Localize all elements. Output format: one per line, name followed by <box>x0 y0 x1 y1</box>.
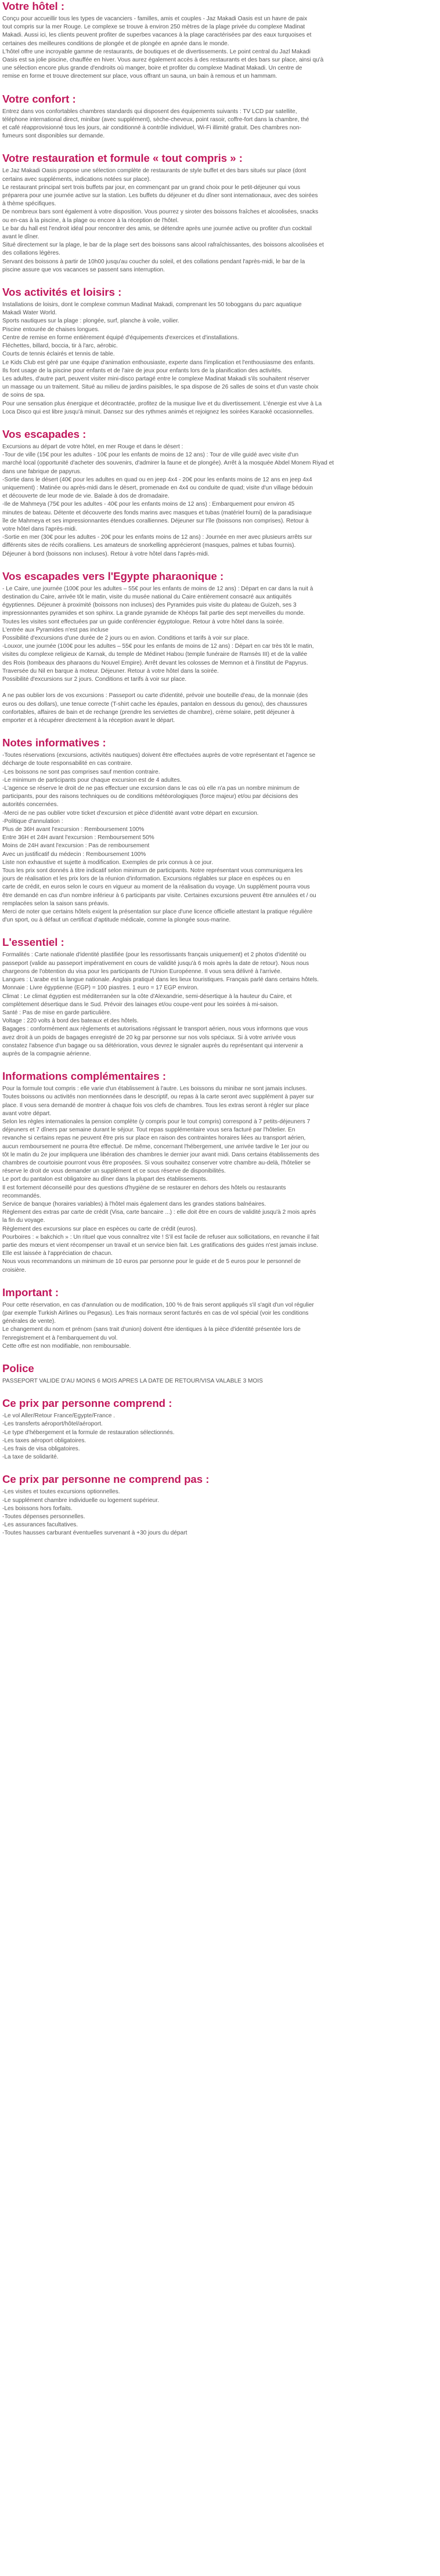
text-line: Situé directement sur la plage, le bar de la plage sert des boissons sans alcool rafraîchissantes, des boissons alcoolisées et <box>2 242 324 249</box>
section-title: Important : <box>2 1286 59 1298</box>
text-line: Fléchettes, billard, boccia, tir à l'arc, aérobic. <box>2 343 118 350</box>
text-line: Possibilité d'excursions d'une durée de 2 jours ou en avion. Conditions et tarifs à voir sur place. <box>2 634 250 641</box>
text-line: Le bar du hall est l'endroit idéal pour rencontrer des amis, se détendre après une journée active ou profiter d'un cocktail <box>2 225 312 232</box>
text-line: -Louxor, une journée (100€ pour les adultes – 55€ pour les enfants de moins de 12 ans) : Départ en car très tôt le matin, <box>2 643 314 650</box>
text-line: Ils font usage de la piscine pour enfants et de l'aire de jeux pour enfants lors de la planification des activités. <box>2 367 283 374</box>
text-line: Excursions au départ de votre hôtel, en mer Rouge et dans le désert : <box>2 443 183 450</box>
text-line: Cette offre est non modifiable, non remboursable. <box>2 1343 131 1349</box>
text-line: A ne pas oublier lors de vos excursions : Passeport ou carte d'identité, prévoir une bouteille d'eau, de la monnaie (des <box>2 692 308 699</box>
text-line: euros ou des dollars), une tenue correcte (T-shirt cache les épaules, pantalon en dessous du genou), des chaussures <box>2 701 308 708</box>
text-line: Centre de remise en forme entièrement équipé d'équipements d'exercices et d'installations. <box>2 334 239 341</box>
text-line: -Le vol Aller/Retour France/Egypte/France . <box>2 1413 116 1420</box>
section-body <box>2 1377 433 1385</box>
text-line: impressionnantes pyramides et son sphinx. La grande pyramide de Khéops fait partie des sept merveilles du monde. <box>2 610 305 617</box>
text-line: Makadi. Aussi ici, les clients peuvent profiter de superbes vacances à la plage caractérisées par des eaux turquoises et <box>2 32 312 39</box>
text-line: -Toutes dépenses personnelles. <box>2 1514 85 1521</box>
section-body <box>2 1488 433 1537</box>
text-line: passeport (valide au passeport impérativement en cours de validité jusqu'à 6 mois après la date de retour). Nous nous <box>2 960 309 967</box>
text-line: une sélection encore plus grande d'endroits où manger, boire et profiter du complexe Madinat Makadi. Un centre de <box>2 65 302 72</box>
text-line: confortables, affaires de bain et de rechange (prendre les serviettes de chambre), crème solaire, petit déjeuner à <box>2 709 295 716</box>
text-line: Monnaie : Livre égyptienne (EGP) = 100 piastres. 1 euro = 17 EGP environ. <box>2 985 199 992</box>
text-line: autorités concernées. <box>2 801 59 808</box>
text-line: des Rois (tombeaux des pharaons du Nouvel Empire). Arrêt devant les colosses de Memnon et à l'institut de Papyrus. <box>2 659 308 666</box>
text-line: -Ile de Mahmeya (75€ pour les adultes - 40€ pour les enfants moins de 12 ans) : Embarquement pour environ 45 <box>2 501 295 508</box>
text-line: auprès de la compagnie aérienne. <box>2 1050 91 1057</box>
text-line: Sports nautiques sur la plage : plongée, surf, planche à voile, voilier. <box>2 318 179 325</box>
text-line: Règlement des extras par carte de crédit (Visa, carte bancaire ...) : elle doit être en cours de validité jusqu'à 2 mois après <box>2 1209 316 1216</box>
text-line: décharge de toute responsabilité en cas contraire. <box>2 760 132 767</box>
section-restauration <box>2 152 433 274</box>
text-line: -Politique d'annulation : <box>2 818 63 825</box>
text-line: destination du Caire, arrivée tôt le matin, visite du musée national du Caire entièrement consacré aux antiquités <box>2 593 292 600</box>
text-line: -La taxe de solidarité. <box>2 1454 59 1461</box>
text-line: Il est fortement déconseillé pour des questions d'hygiène de se restaurer en dehors des hôtels ou restaurants <box>2 1184 286 1191</box>
text-line: -Toutes réservations (excursions, activités nautiques) doivent être effectuées auprès de votre représentant et l'agence se <box>2 752 316 759</box>
section-title: Votre restauration et formule « tout compris » : <box>2 152 243 165</box>
section-prix-comprend <box>2 1397 433 1461</box>
section-activites <box>2 286 433 416</box>
text-line: téléphone international direct, minibar (avec supplément), sèche-cheveux, point rasoir, coffre-fort dans la chambre, thé <box>2 116 309 123</box>
text-line: piscine assure que vos vacances se passent sans interruption. <box>2 266 165 273</box>
text-line: un massage ou un traitement. Situé au milieu de jardins paisibles, le spa dispose de 26 salles de soins et d'un vaste choix <box>2 384 319 391</box>
text-line: -Les visites et toutes excursions optionnelles. <box>2 1489 120 1496</box>
section-informations-complementaires <box>2 1070 433 1275</box>
text-line: remise en forme et trouve directement sur place, vous offrant un sauna, un bain à remous et un hammam. <box>2 73 277 80</box>
section-body <box>2 108 433 141</box>
text-line: Le Kids Club est géré par une équipe d'animation enthousiaste, experte dans l'implication et l'enthousiasme des enfants. <box>2 359 315 366</box>
text-line: Climat : Le climat égyptien est méditerranéen sur la côte d'Alexandrie, semi-désertique à la hauteur du Caire, et <box>2 993 292 1000</box>
section-title: Notes informatives : <box>2 736 106 749</box>
text-line: L'hôtel offre une incroyable gamme de restaurants, de boutiques et de divertissements. Le point central du Jazl Makadi <box>2 48 311 55</box>
text-line: chambres de courtoisie pourront vous être proposées. Si vous souhaitez conserver votre chambre au-delà, l'hôtelier se <box>2 1159 311 1166</box>
text-line: Piscine entourée de chaises longues. <box>2 326 100 333</box>
text-line: Pour cette réservation, en cas d'annulation ou de modification, 100 % de frais seront appliqués s'il s'agit d'un vol régulier <box>2 1301 314 1308</box>
text-line: Makadi Water World. <box>2 310 57 317</box>
text-line: Moins de 24H avant l'excursion : Pas de remboursement <box>2 843 150 850</box>
text-line: - Le Caire, une journée (100€ pour les adultes – 55€ pour les enfants de moins de 12 ans) : Départ en car dans la nuit à <box>2 585 313 592</box>
text-line: Santé : Pas de mise en garde particulière. <box>2 1009 111 1016</box>
text-line: Nous vous recommandons un minimum de 10 euros par personne pour le guide et de 5 euros pour le personnel de <box>2 1258 301 1265</box>
section-title: Vos escapades vers l'Egypte pharaonique : <box>2 569 224 582</box>
text-line: Le restaurant principal sert trois buffets par jour, en commençant par un grand choix pour le petit-déjeuner qui vous <box>2 184 301 191</box>
text-line: Pourboires : « bakchich » : Un rituel que vous connaîtrez vite ! S'il est facile de refuser aux sollicitations, en revanche il fait <box>2 1233 319 1240</box>
text-line: égyptiennes. Déjeuner à proximité (boissons non incluses) des Pyramides puis visite du plateau de Guizeh, ses 3 <box>2 602 297 609</box>
section-body <box>2 752 433 924</box>
text-line: Pour une sensation plus énergique et décontractée, profitez de la musique live et du divertissement. L'énergie est vive à La <box>2 400 322 407</box>
text-line: -Les taxes aéroport obligatoires. <box>2 1437 86 1444</box>
text-line: -Sortie dans le désert (40€ pour les adultes en quad ou en jeep 4x4 - 20€ pour les enfants moins de 12 ans en jeep 4x4 <box>2 476 312 483</box>
text-line: tout compris sur la mer Rouge. Le complexe se trouve à environ 250 mètres de la plage privée du complexe Madinat <box>2 24 305 31</box>
text-line: tôt le matin du 2e jour impliquera une libération des chambres le dernier jour avant midi. Dans certains établissements des <box>2 1151 319 1158</box>
section-prix-ne-comprend-pas <box>2 1473 433 1537</box>
section-body <box>2 585 433 725</box>
text-line: PASSEPORT VALIDE D'AU MOINS 6 MOIS APRES LA DATE DE RETOUR/VISA VALABLE 3 MOIS <box>2 1378 263 1385</box>
text-line: Installations de loisirs, dont le complexe commun Madinat Makadi, comprenant les 50 toboggans du parc aquatique <box>2 302 302 309</box>
text-line: Formalités : Carte nationale d'identité plastifiée (pour les ressortissants français uniquement) et 2 photos d'identité ou <box>2 952 306 959</box>
text-line: -Les boissons hors forfaits. <box>2 1505 73 1512</box>
text-line: Les adultes, d'autre part, peuvent visiter mini-disco partagé entre le complexe Madinat Makadi s'ils souhaitent réserver <box>2 375 309 382</box>
text-line: Courts de tennis éclairés et tennis de table. <box>2 351 115 358</box>
text-line: à thème spécifiques. <box>2 201 56 208</box>
section-title: Ce prix par personne comprend : <box>2 1397 172 1410</box>
text-line: Le Jaz Makadi Oasis propose une sélection complète de restaurants de style buffet et des bars situés sur place (dont <box>2 168 306 175</box>
text-line: Avec un justificatif du médecin : Remboursement 100% <box>2 851 146 858</box>
text-line: -Les transferts aéroport/hôtel/aéroport. <box>2 1421 103 1428</box>
text-line: -Le type d'hébergement et la formule de restauration sélectionnés. <box>2 1429 175 1436</box>
text-line: complètement désertique dans le Sud. Prévoir des lainages et/ou coupe-vent pour les soirées à mi-saison. <box>2 1001 279 1008</box>
text-line: générales de vente). <box>2 1318 56 1325</box>
section-body <box>2 951 433 1058</box>
section-body <box>2 15 433 81</box>
text-line: être demandé en cas d'un nombre inférieur à 6 participants par visite. Certaines excursions peuvent être annulées et / ou <box>2 892 316 899</box>
section-body <box>2 301 433 416</box>
text-line: avant le dîner. <box>2 234 39 241</box>
text-line: partie des mœurs et vient récompenser un travail et un service bien fait. Les gratifications des guides n'est jamais incluse. <box>2 1242 318 1249</box>
text-line: Plus de 36H avant l'excursion : Remboursement 100% <box>2 826 145 833</box>
text-line: chargeons de l'obtention du visa pour les participants de l'Union Européenne. Il vous sera délivré à l'arrivée. <box>2 968 282 975</box>
text-line: Possibilité d'excursions sur 2 jours. Conditions et tarifs à voir sur place. <box>2 676 187 683</box>
section-essentiel <box>2 936 433 1058</box>
text-line: Servant des boissons à partir de 10h00 jusqu'au coucher du soleil, et des collations pendant l'après-midi, le bar de la <box>2 258 305 265</box>
text-line: Toutes les visites sont effectuées par un guide conférencier égyptologue. Retour à votre hôtel dans la soirée. <box>2 618 284 625</box>
section-police <box>2 1362 433 1385</box>
text-line: -Les frais de visa obligatoires. <box>2 1446 80 1453</box>
text-line: votre hôtel dans l'après-midi. <box>2 525 77 532</box>
text-line: Tous les prix sont donnés à titre indicatif selon minimum de participants. Notre représentant vous communiquera les <box>2 868 303 875</box>
text-line: et découverte de leur mode de vie. Balade à dos de dromadaire. <box>2 493 169 500</box>
text-line: De nombreux bars sont également à votre disposition. Vous pourrez y siroter des boissons fraîches et alcoolisées, snacks <box>2 209 319 216</box>
text-line: recommandés. <box>2 1192 41 1199</box>
section-title: Vos activités et loisirs : <box>2 286 122 299</box>
text-line: -L'agence se réserve le droit de ne pas effectuer une excursion dans le cas où elle n'a pas un nombre minimum de <box>2 785 300 792</box>
text-line: constatez l'absence d'un bagage ou sa détérioration, vous devrez le signaler auprès du représentant qui intervenir a <box>2 1042 303 1049</box>
section-title: L'essentiel : <box>2 936 64 949</box>
text-line: préparera pour une journée active sur la station. Les buffets du déjeuner et du dîner sont internationaux, avec des soirées <box>2 193 318 199</box>
text-line: certains avec suppléments, indications notées sur place). <box>2 176 151 183</box>
text-line: Voltage : 220 volts à bord des bateaux et des hôtels. <box>2 1018 139 1025</box>
text-line: uniquement) : Matinée ou après-midi dans le désert, promenade en 4x4 ou conduite de quad; visite d'un village bédouin <box>2 484 313 491</box>
text-line: carte de crédit, en euros selon le cours en vigueur au moment de la réalisation du voyage. Un supplément pourra vous <box>2 884 310 891</box>
text-line: Déjeuner à bord (boissons non incluses). Retour à votre hôtel dans l'après-midi. <box>2 550 210 557</box>
section-title: Vos escapades : <box>2 427 86 440</box>
text-line: Règlement des excursions sur place en espèces ou carte de crédit (euros). <box>2 1225 197 1232</box>
text-line: -Les boissons ne sont pas comprises sauf mention contraire. <box>2 768 160 775</box>
text-line: différents sites de récifs coralliens. Les amateurs de snorkelling apprécieront (masques, palmes et tubas fournis). <box>2 542 296 549</box>
text-line: de soins de spa. <box>2 392 45 399</box>
text-line: aucun remboursement ne pourra être effectué. De même, concernant l'hébergement, une arrivée tardive le 1er jour ou <box>2 1143 309 1150</box>
text-line: Toutes boissons ou activités non mentionnées dans le descriptif, ou repas à la carte seront avec supplément à payer sur <box>2 1094 314 1101</box>
text-line: place. Il vous sera demandé de montrer à chaque fois vos clefs de chambres. Tous les extras seront à régler sur place <box>2 1102 309 1109</box>
text-line: -Toutes hausses carburant éventuelles survenant à +30 jours du départ <box>2 1530 187 1537</box>
text-line: certaines des meilleures conditions de plongée et de plongée en apnée dans le monde. <box>2 40 229 47</box>
text-line: Le changement du nom et prénom (sans trait d'union) doivent être identiques à la pièce d'identité présentée lors de <box>2 1326 301 1333</box>
text-line: revanche si certains repas ne peuvent être pris sur place en raison des contraintes horaires liées au transport aérien, <box>2 1135 306 1142</box>
text-line: participants, pour des raisons techniques ou de conditions météorologiques (force majeur) et/ou par décisions des <box>2 793 298 800</box>
text-line: déjeuners et 7 dîners par semaine durant le séjour. Tout repas supplémentaire vous sera facturé par l'hôtelier. En <box>2 1127 295 1134</box>
section-body <box>2 1301 433 1351</box>
text-line: des collations légères. <box>2 250 60 257</box>
text-line: (par exemple Turkish Airlines ou Pegasus). Les frais normaux seront facturés en cas de vol spécial (voir les conditions <box>2 1310 309 1316</box>
text-line: Service de banque (horaires variables) à l'hôtel mais également dans les grandes stations balnéaires. <box>2 1200 266 1207</box>
text-line: Conçu pour accueillir tous les types de vacanciers - familles, amis et couples - Jaz Makadi Oasis est un havre de paix <box>2 16 308 22</box>
text-line: la fin du voyage. <box>2 1217 45 1224</box>
text-line: jours de réalisation et les prix lors de la réunion d'information. Excursions réglables sur place en espèces ou en <box>2 876 291 883</box>
text-line: avez droit à un poids de bagages enregistré de 20 kg par personne sur nos vols spéciaux. Si à votre arrivée vous <box>2 1034 296 1041</box>
text-line: Bagages : conformément aux règlements et autorisations régissant le transport aérien, nous vous informons que vous <box>2 1026 308 1033</box>
text-line: fumeurs sont disponibles sur demande. <box>2 133 105 140</box>
text-line: Traversée du Nil en barque à moteur. Déjeuner. Retour à votre hôtel dans la soirée. <box>2 667 219 674</box>
text-line: -Sortie en mer (30€ pour les adultes - 20€ pour les enfants moins de 12 ans) : Journée en mer avec plusieurs arrêts sur <box>2 534 312 541</box>
section-title: Votre hôtel : <box>2 0 65 12</box>
text-line: Loca Disco qui est libre jusqu'à minuit. Dansez sur des rythmes animés et rejoignez les soirées Karaoké occasionnelles. <box>2 408 314 415</box>
text-line: dans une fabrique de papyrus. <box>2 468 82 475</box>
text-line: Elle est laissée à l'appréciation de chacun. <box>2 1250 113 1257</box>
section-confort <box>2 93 433 141</box>
text-line: île de Mahmeya et ses impressionnantes étendues coralliennes. Déjeuner sur l'île (boissons non comprises). Retour à <box>2 517 309 524</box>
section-egypte-pharaonique <box>2 570 433 725</box>
text-line: -Le minimum de participants pour chaque excursion est de 4 adultes. <box>2 777 182 783</box>
text-line: Merci de noter que certains hôtels exigent la présentation sur place d'une licence officielle attestant la pratique régulière <box>2 909 313 916</box>
section-important <box>2 1286 433 1351</box>
text-line: Le port du pantalon est obligatoire au dîner dans la plupart des établissements. <box>2 1176 208 1183</box>
section-hotel <box>2 0 433 81</box>
text-line: Entrez dans vos confortables chambres standards qui disposent des équipements suivants : TV LCD par satellite, <box>2 108 297 115</box>
text-line: Oasis est sa jolie piscine, chauffée en hiver. Vous aurez également accès à des restaurants et des bars sur place, ainsi qu'à <box>2 57 324 64</box>
section-title: Votre confort : <box>2 92 76 105</box>
section-body <box>2 167 433 274</box>
text-line: -Tour de ville (15€ pour les adultes - 10€ pour les enfants de moins de 12 ans) : Tour de ville guidé avec visite d'un <box>2 452 299 459</box>
text-line: L'entrée aux Pyramides n'est pas incluse <box>2 626 109 633</box>
text-line: Selon les règles internationales la pension complète (y compris pour le tout compris) correspond à 7 petits-déjeuners 7 <box>2 1118 311 1125</box>
text-line: réserve le droit de vous demander un supplément et ce sous réserve de disponibilités. <box>2 1168 226 1175</box>
text-line: l'enregistrement et à l'embarquement du vol. <box>2 1334 118 1341</box>
text-line: visites du complexe religieux de Karnak, du temple de Médinet Habou (temple funéraire de Ramsès III) et de la vallée <box>2 651 308 658</box>
text-line: et café réapprovisionné tous les jours, air conditionné à contrôle individuel, Wi-Fi illimité gratuit. Des chambres non- <box>2 125 302 132</box>
section-body <box>2 1085 433 1275</box>
text-line: -Les assurances facultatives. <box>2 1522 78 1529</box>
text-line <box>2 684 433 692</box>
text-line: d'un sport, ou à défaut un certificat d'aptitude médicale, comme la plongée sous-marine. <box>2 917 231 924</box>
text-line: minutes de bateau. Détente et découverte des fonds marins avec masques et tubas (matériel fourni) de la paradisiaque <box>2 509 312 516</box>
text-line: remplacées selon la saison sans préavis. <box>2 900 110 907</box>
text-line: Langues : L'arabe est la langue nationale. Anglais pratiqué dans les lieux touristiques. Français parlé dans certains hôtels. <box>2 977 319 984</box>
section-title: Ce prix par personne ne comprend pas : <box>2 1473 210 1486</box>
section-body <box>2 443 433 558</box>
text-line: marché local (opportunité d'acheter des souvenirs, d'admirer la faune et de plongée). Arrêt à la mosquée Abdel Monem Riyad et <box>2 460 334 467</box>
text-line: croisière. <box>2 1267 26 1274</box>
text-line: emporter et à récupérer directement à la réception avant le départ. <box>2 717 175 724</box>
text-line: avant votre départ. <box>2 1110 52 1117</box>
text-line: Entre 36H et 24H avant l'excursion : Remboursement 50% <box>2 835 154 841</box>
section-title: Informations complémentaires : <box>2 1070 167 1083</box>
text-line: Liste non exhaustive et sujette à modification. Exemples de prix connus à ce jour. <box>2 859 214 866</box>
text-line: -Le supplément chambre individuelle ou logement supérieur. <box>2 1497 159 1504</box>
section-notes-informatives <box>2 736 433 924</box>
text-line: ou en-cas à la piscine, à la plage ou encore à la réception de l'hôtel. <box>2 217 179 224</box>
text-line: Pour la formule tout compris : elle varie d'un établissement à l'autre. Les boissons du minibar ne sont jamais incluses. <box>2 1086 307 1093</box>
text-line: -Merci de ne pas oublier votre ticket d'excursion et pièce d'identité avant votre départ en excursion. <box>2 810 259 817</box>
section-body <box>2 1412 433 1461</box>
section-escapades <box>2 428 433 558</box>
section-title: Police <box>2 1362 34 1375</box>
